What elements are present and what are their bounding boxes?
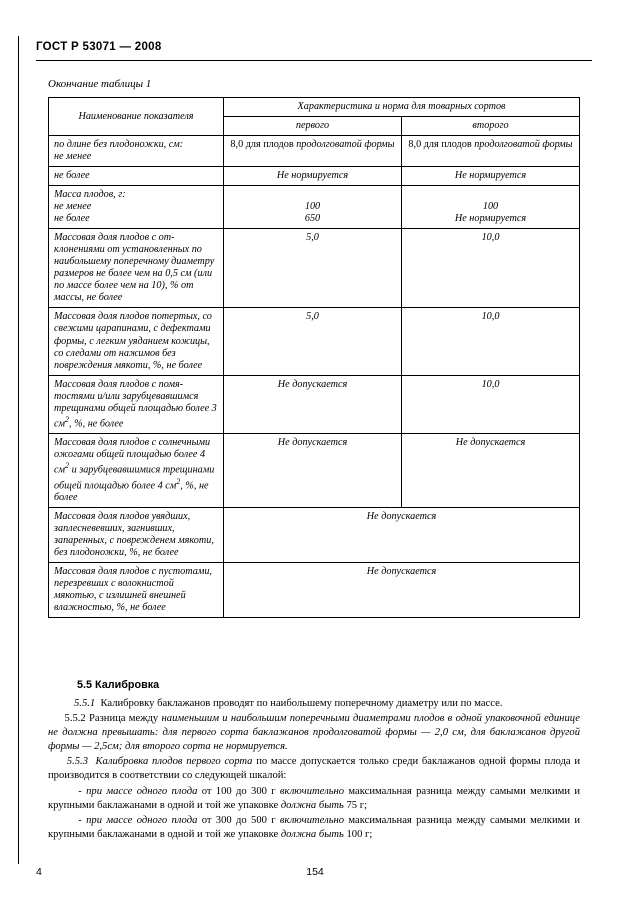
specification-table	[48, 97, 580, 618]
table-row	[49, 229, 580, 308]
row-value-first: Не допускается	[224, 434, 402, 508]
section-title: 5.5 Калибровка	[77, 679, 160, 691]
row-value-second: 8,0 для плодов продолговатой формы	[402, 136, 580, 167]
row-value-first: 5,0	[224, 308, 402, 375]
row-value-second: Не нормируется	[402, 167, 580, 186]
row-name: Массовая доля плодов с солнечными ожогами общей площадью более 4 $см^2$ и зарубцевавшимися трещинами общей площадью более 4 $см^2$, %, не более	[49, 434, 224, 508]
row-value-first: 8,0 для плодов продолговатой формы	[224, 136, 402, 167]
row-value-second: 100 Не нормируется	[402, 186, 580, 229]
paragraph-5-5-3: 5.5.3 Калибровка плодов первого сорта по массе допускается только среди баклажанов одной формы плода и производится в соответствии со следующей шкалой:	[48, 756, 581, 782]
table-row	[49, 308, 580, 375]
table-row	[49, 167, 580, 186]
row-name: Массовая доля плодов увядших, заплесневевших, загнивших, запаренных, с поврежденем мякоти, без плодоножки, %, не более	[49, 508, 224, 563]
header-name: Наименование показателя	[49, 98, 224, 136]
header-col2: второго	[402, 117, 580, 136]
page-number-left: 4	[36, 866, 42, 878]
row-value-first: 100 650	[224, 186, 402, 229]
row-value-first: Не допускается	[224, 375, 402, 434]
header-divider	[36, 60, 592, 61]
row-value-second: Не допускается	[402, 434, 580, 508]
table-header-row	[49, 98, 580, 117]
row-name: Массовая доля плодов с отклонениями от установленных по наибольшему поперечному диаметру размеров не более чем на 0,5 см (или по массе более чем на 10), % от массы, не более	[49, 229, 224, 308]
table-row	[49, 508, 580, 563]
row-value-first: 5,0	[224, 229, 402, 308]
header-col1: первого	[224, 117, 402, 136]
row-value-first: Не нормируется	[224, 167, 402, 186]
left-margin-rule	[18, 36, 19, 864]
paragraph-scale-item-1: - при массе одного плода от 100 до 300 г включительно максимальная разница между самыми мелкими и крупными баклажанами в одной и той же упаковке должна быть 75 г;	[48, 786, 580, 812]
paragraph-5-5-1: 5.5.1 Калибровку баклажанов проводят по наибольшему поперечному диаметру или по массе.	[74, 698, 503, 709]
row-value-span: Не допускается	[224, 508, 580, 563]
table-row	[49, 186, 580, 229]
row-name: Массовая доля плодов с помятостями и/или зарубцевавшимся трещинами общей площадью более 3 $см^2$, %, не более	[49, 375, 224, 434]
table-row	[49, 375, 580, 434]
row-value-second: 10,0	[402, 375, 580, 434]
paragraph-5-5-2: 5.5.2 Разница между наименьшим и наибольшим поперечными диаметрами плодов в одной упаковочной единице не должна превышать: для первого сорта баклажанов продолговатой формы — 2,0 см, для баклажанов другой формы — 2,5см; для второго сорта не нормируется.	[48, 713, 581, 753]
paragraph-scale-item-2: - при массе одного плода от 300 до 500 г включительно максимальная разница между самыми мелкими и крупными баклажанами в одной и той же упаковке должна быть 100 г;	[48, 815, 580, 841]
row-name: Массовая доля плодов потертых, со свежими царапинами, с дефектами формы, с легким уяданием кожицы, со следами от нажимов без повреждения мякоти, %, не более	[49, 308, 224, 375]
page-number-center: 154	[306, 866, 324, 878]
row-name: Масса плодов, г: не менее не более	[49, 186, 224, 229]
table-row	[49, 434, 580, 508]
row-name: не более	[49, 167, 224, 186]
table-caption: Окончание таблицы 1	[48, 78, 152, 90]
header-group: Характеристика и норма для товарных сортов	[224, 98, 580, 117]
row-name: Массовая доля плодов с пустотами, перезревших с волокнистой мякотью, с излишней внешней влажностью, %, не более	[49, 563, 224, 618]
row-value-span: Не допускается	[224, 563, 580, 618]
document-header: ГОСТ Р 53071 — 2008	[36, 41, 162, 53]
row-name: по длине без плодоножки, см: не менее	[49, 136, 224, 167]
table-row	[49, 563, 580, 618]
row-value-second: 10,0	[402, 229, 580, 308]
row-value-second: 10,0	[402, 308, 580, 375]
table-row	[49, 136, 580, 167]
